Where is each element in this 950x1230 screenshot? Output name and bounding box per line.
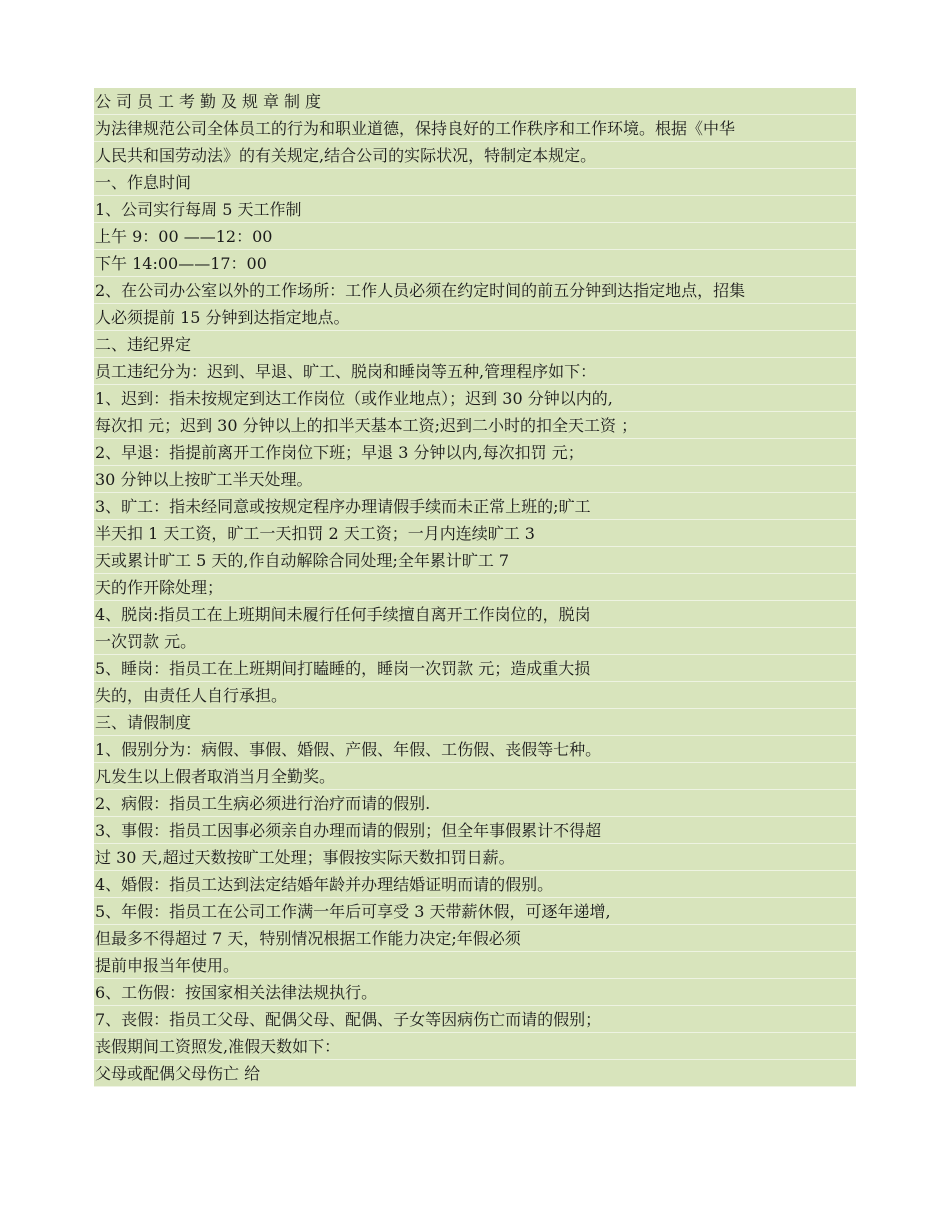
document-title: 公司员工考勤及规章制度 <box>94 88 856 115</box>
text-line: 为法律规范公司全体员工的行为和职业道德，保持良好的工作秩序和工作环境。根据《中华 <box>94 115 856 142</box>
text-line: 3、事假：指员工因事必须亲自办理而请的假别；但全年事假累计不得超 <box>94 817 856 844</box>
text-line: 1、假别分为：病假、事假、婚假、产假、年假、工伤假、丧假等七种。 <box>94 736 856 763</box>
text-line: 人民共和国劳动法》的有关规定,结合公司的实际状况，特制定本规定。 <box>94 142 856 169</box>
text-line: 6、工伤假：按国家相关法律法规执行。 <box>94 979 856 1006</box>
text-line: 1、公司实行每周 5 天工作制 <box>94 196 856 223</box>
section-heading: 一、作息时间 <box>94 169 856 196</box>
text-line: 失的，由责任人自行承担。 <box>94 682 856 709</box>
text-line: 父母或配偶父母伤亡 给 <box>94 1060 856 1087</box>
text-line: 天或累计旷工 5 天的,作自动解除合同处理;全年累计旷工 7 <box>94 547 856 574</box>
text-line: 过 30 天,超过天数按旷工处理；事假按实际天数扣罚日薪。 <box>94 844 856 871</box>
text-line: 5、年假：指员工在公司工作满一年后可享受 3 天带薪休假，可逐年递增, <box>94 898 856 925</box>
document-body <box>94 88 856 1087</box>
text-line: 凡发生以上假者取消当月全勤奖。 <box>94 763 856 790</box>
text-line: 员工违纪分为：迟到、早退、旷工、脱岗和睡岗等五种,管理程序如下： <box>94 358 856 385</box>
text-line: 4、脱岗:指员工在上班期间未履行任何手续擅自离开工作岗位的，脱岗 <box>94 601 856 628</box>
text-line: 2、早退：指提前离开工作岗位下班；早退 3 分钟以内,每次扣罚 元； <box>94 439 856 466</box>
text-line: 3、旷工：指未经同意或按规定程序办理请假手续而未正常上班的;旷工 <box>94 493 856 520</box>
text-line: 下午 14:00——17：00 <box>94 250 856 277</box>
text-line: 5、睡岗：指员工在上班期间打瞌睡的，睡岗一次罚款 元；造成重大损 <box>94 655 856 682</box>
text-line: 30 分钟以上按旷工半天处理。 <box>94 466 856 493</box>
text-line: 上午 9：00 ——12：00 <box>94 223 856 250</box>
text-line: 4、婚假：指员工达到法定结婚年龄并办理结婚证明而请的假别。 <box>94 871 856 898</box>
text-line: 提前申报当年使用。 <box>94 952 856 979</box>
text-line: 半天扣 1 天工资，旷工一天扣罚 2 天工资；一月内连续旷工 3 <box>94 520 856 547</box>
text-line: 人必须提前 15 分钟到达指定地点。 <box>94 304 856 331</box>
text-line: 丧假期间工资照发,准假天数如下： <box>94 1033 856 1060</box>
text-line: 每次扣 元；迟到 30 分钟以上的扣半天基本工资;迟到二小时的扣全天工资 ； <box>94 412 856 439</box>
text-line: 2、病假：指员工生病必须进行治疗而请的假别. <box>94 790 856 817</box>
section-heading: 二、违纪界定 <box>94 331 856 358</box>
text-line: 天的作开除处理； <box>94 574 856 601</box>
text-line: 但最多不得超过 7 天，特别情况根据工作能力决定;年假必须 <box>94 925 856 952</box>
text-line: 一次罚款 元。 <box>94 628 856 655</box>
text-line: 7、丧假：指员工父母、配偶父母、配偶、子女等因病伤亡而请的假别； <box>94 1006 856 1033</box>
text-line: 2、在公司办公室以外的工作场所：工作人员必须在约定时间的前五分钟到达指定地点，招集 <box>94 277 856 304</box>
text-line: 1、迟到：指未按规定到达工作岗位（或作业地点）；迟到 30 分钟以内的, <box>94 385 856 412</box>
section-heading: 三、请假制度 <box>94 709 856 736</box>
